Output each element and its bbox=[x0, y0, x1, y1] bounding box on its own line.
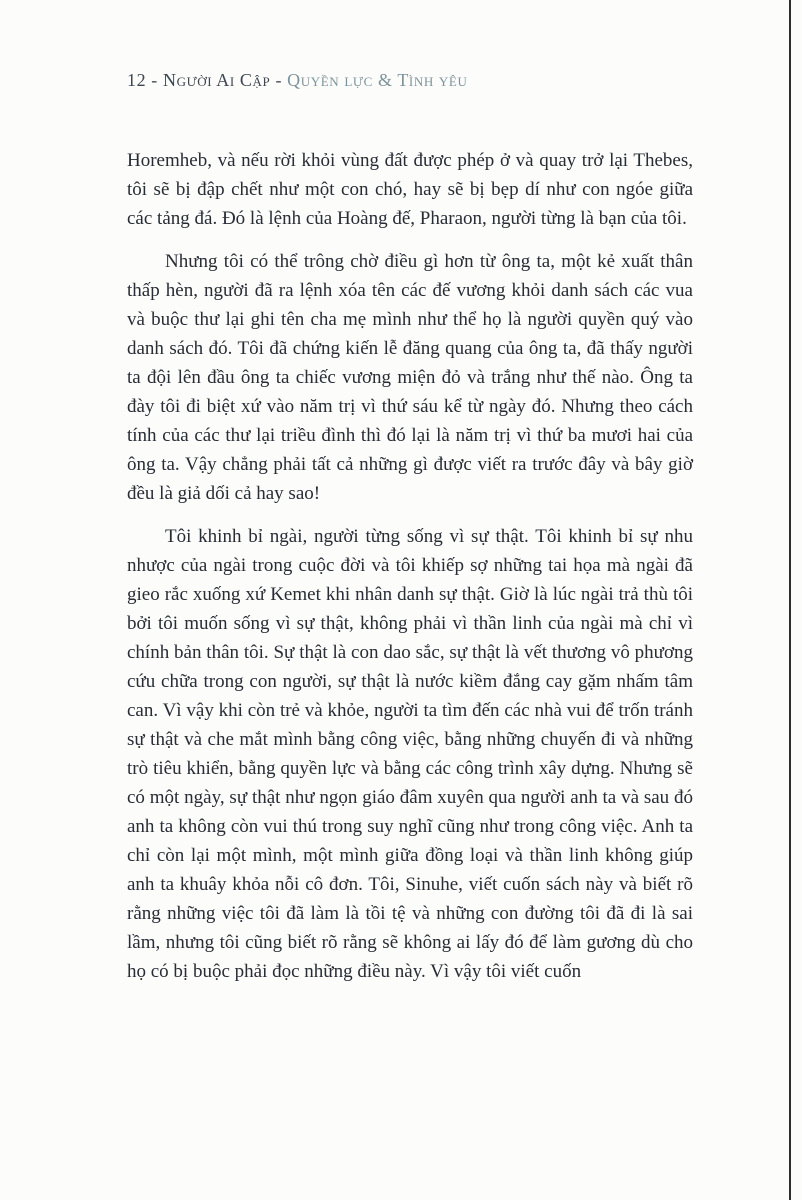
paragraph: Tôi khinh bỉ ngài, người từng sống vì sự thật. Tôi khinh bỉ sự nhu nhược của ngài trong cuộc đời và tôi khiếp sợ những tai họa mà ngài đã gieo rắc xuống xứ Kemet khi nhân danh sự thật. Giờ là lúc ngài trả thù tôi bởi tôi muốn sống vì sự thật, không phải vì thần linh của ngài mà chỉ vì chính bản thân tôi. Sự thật là con dao sắc, sự thật là vết thương vô phương cứu chữa trong con người, sự thật là nước kiềm đắng cay gặm nhấm tâm can. Vì vậy khi còn trẻ và khỏe, người ta tìm đến các nhà vui để trốn tránh sự thật và che mắt mình bằng công việc, bằng những chuyến đi và những trò tiêu khiển, bằng quyền lực và bằng các công trình xây dựng. Nhưng sẽ có một ngày, sự thật như ngọn giáo đâm xuyên qua người anh ta và sau đó anh ta không còn vui thú trong suy nghĩ cũng như trong công việc. Anh ta chỉ còn lại một mình, một mình giữa đồng loại và thần linh không giúp anh ta khuây khỏa nỗi cô đơn. Tôi, Sinuhe, viết cuốn sách này và biết rõ rằng những việc tôi đã làm là tồi tệ và những con đường tôi đã đi là sai lầm, nhưng tôi cũng biết rõ rằng sẽ không ai lấy đó để làm gương dù cho họ có bị buộc phải đọc những điều này. Vì vậy tôi viết cuốn bbox=[127, 526, 693, 982]
page-body-text bbox=[127, 146, 693, 1000]
running-header bbox=[127, 70, 693, 91]
running-header-subtitle: Quyền lực & Tình yêu bbox=[287, 70, 468, 90]
page-edge-line bbox=[789, 0, 791, 1200]
paragraph: Nhưng tôi có thể trông chờ điều gì hơn từ ông ta, một kẻ xuất thân thấp hèn, người đã ra lệnh xóa tên các đế vương khỏi danh sách các vua và buộc thư lại ghi tên cha mẹ mình như thể họ là người quyền quý vào danh sách đó. Tôi đã chứng kiến lễ đăng quang của ông ta, đã thấy người ta đội lên đầu ông ta chiếc vương miện đỏ và trắng như thế nào. Ông ta đày tôi đi biệt xứ vào năm trị vì thứ sáu kể từ ngày đó. Nhưng theo cách tính của các thư lại triều đình thì đó lại là năm trị vì thứ ba mươi hai của ông ta. Vậy chẳng phải tất cả những gì được viết ra trước đây và bây giờ đều là giả dối cả hay sao! bbox=[127, 251, 693, 504]
running-header-page-title: 12 - Người Ai Cập - bbox=[127, 70, 288, 90]
paragraph: Horemheb, và nếu rời khỏi vùng đất được phép ở và quay trở lại Thebes, tôi sẽ bị đập chết như một con chó, hay sẽ bị bẹp dí như con ngóe giữa các tảng đá. Đó là lệnh của Hoàng đế, Pharaon, người từng là bạn của tôi. bbox=[127, 150, 693, 229]
